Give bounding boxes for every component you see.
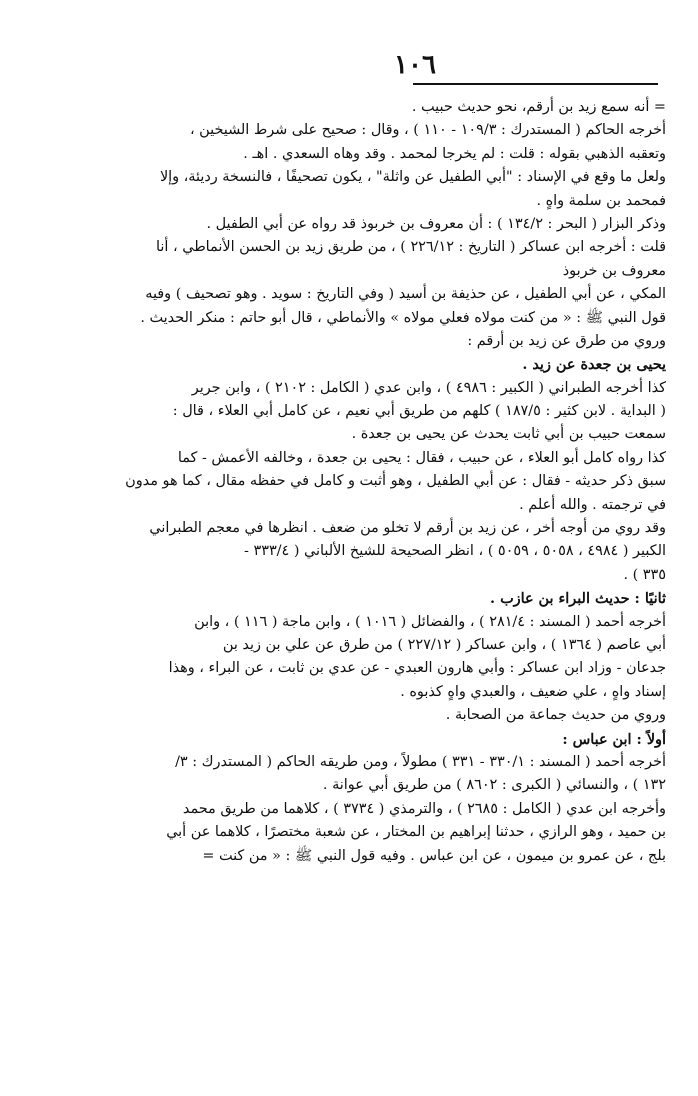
text-line: وروي من طرق عن زيد بن أرقم : xyxy=(467,332,666,349)
text-line: المكي ، عن أبي الطفيل ، عن حذيفة بن أسيد ( وفي التاريخ : سويد . وهو تصحيف ) وفيه xyxy=(145,286,666,303)
text-line: أخرجه أحمد ( المسند : ٢٨١/٤ ) ، والفضائل ( ١٠١٦ ) ، وابن ماجة ( ١١٦ ) ، وابن xyxy=(194,613,666,630)
text-line: ولعل ما وقع في الإسناد : "أبي الطفيل عن واثلة" ، يكون تصحيفًا ، فالنسخة رديئة، وإلا xyxy=(159,169,666,186)
text-line: سمعت حبيب بن أبي ثابت يحدث عن يحيى بن جعدة . xyxy=(351,426,666,443)
section-heading: أولاً : ابن عباس : xyxy=(562,730,666,748)
text-line: أبي عاصم ( ١٣٦٤ ) ، وابن عساكر ( ٢٢٧/١٢ ) من طرق عن علي بن زيد بن xyxy=(222,636,666,653)
text-line: قول النبي ﷺ : « من كنت مولاه فعلي مولاه » والأنماطي ، قال أبو حاتم : منكر الحديث . xyxy=(140,309,666,326)
text-line: كذا رواه كامل أبو العلاء ، عن حبيب ، فقال : يحيى بن جعدة ، وخالفه الأعمش - كما xyxy=(177,449,666,466)
text-line: وتعقبه الذهبي بقوله : قلت : لم يخرجا لمحمد . وقد وهاه السعدي . اهـ . xyxy=(243,145,666,162)
page-body xyxy=(30,96,666,868)
text-line: قلت : أخرجه ابن عساكر ( التاريخ : ٢٢٦/١٢ ) ، من طريق زيد بن الحسن الأنماطي ، أنا xyxy=(156,239,666,256)
page-header xyxy=(340,50,490,80)
text-line: في ترجمته . والله أعلم . xyxy=(519,496,666,513)
text-line: وأخرجه ابن عدي ( الكامل : ٢٦٨٥ ) ، والترمذي ( ٣٧٣٤ ) ، كلاهما من طريق محمد xyxy=(182,800,666,817)
text-line: أخرجه أحمد ( المسند : ٣٣٠/١ - ٣٣١ ) مطولاً ، ومن طريقه الحاكم ( المستدرك : ٣/ xyxy=(175,753,666,770)
text-line: وذكر البزار ( البحر : ١٣٤/٢ ) : أن معروف بن خربوذ قد رواه عن أبي الطفيل . xyxy=(206,215,666,232)
text-line: سبق ذكر حديثه - فقال : عن أبي الطفيل ، وهو أثبت و كامل في حفظه مقال ، كما هو مدون xyxy=(125,473,666,490)
text-line: فمحمد بن سلمة واهٍ . xyxy=(536,192,666,209)
text-line: الكبير ( ٤٩٨٤ ، ٥٠٥٨ ، ٥٠٥٩ ) ، انظر الصحيحة للشيخ الألباني ( ٣٣٣/٤ - xyxy=(244,543,666,560)
text-line: ٣٣٥ ) . xyxy=(623,566,666,583)
section-heading: ثانيًا : حديث البراء بن عازب . xyxy=(490,590,666,608)
text-line: معروف بن خربوذ xyxy=(562,262,666,279)
text-line: بلج ، عن عمرو بن ميمون ، عن ابن عباس . وفيه قول النبي ﷺ : « من كنت = xyxy=(202,847,666,864)
text-line: أخرجه الحاكم ( المستدرك : ١٠٩/٣ - ١١٠ ) ، وقال : صحيح على شرط الشيخين ، xyxy=(189,122,666,139)
section-heading: يحيى بن جعدة عن زيد . xyxy=(522,356,666,374)
text-line: وروي من حديث جماعة من الصحابة . xyxy=(445,707,666,724)
text-line: وقد روي من أوجه أخر ، عن زيد بن أرقم لا تخلو من ضعف . انظرها في معجم الطبراني xyxy=(149,520,666,537)
text-line: ( البداية . لابن كثير : ١٨٧/٥ ) كلهم من طريق أبي نعيم ، عن كامل أبي العلاء ، قال : xyxy=(172,403,666,420)
text-line: إسناد واهٍ ، علي ضعيف ، والعبدي واهٍ كذبوه . xyxy=(400,683,666,700)
text-line: ١٣٢ ) ، والنسائي ( الكبرى : ٨٦٠٢ ) من طريق أبي عوانة . xyxy=(322,777,666,794)
header-rule xyxy=(413,83,658,85)
text-line: = أنه سمع زيد بن أرقم، نحو حديث حبيب . xyxy=(411,99,666,115)
text-line: كذا أخرجه الطبراني ( الكبير : ٤٩٨٦ ) ، وابن عدي ( الكامل : ٢١٠٢ ) ، وابن جرير xyxy=(191,379,666,396)
text-line: بن حميد ، وهو الرازي ، حدثنا إبراهيم بن المختار ، عن شعبة مختصرًا ، كلاهما عن أبي xyxy=(166,824,666,841)
text-line: جدعان - وزاد ابن عساكر : وأبي هارون العبدي - عن عدي بن ثابت ، عن البراء ، وهذا xyxy=(168,660,666,677)
page-number: ١٠٦ xyxy=(394,50,436,80)
